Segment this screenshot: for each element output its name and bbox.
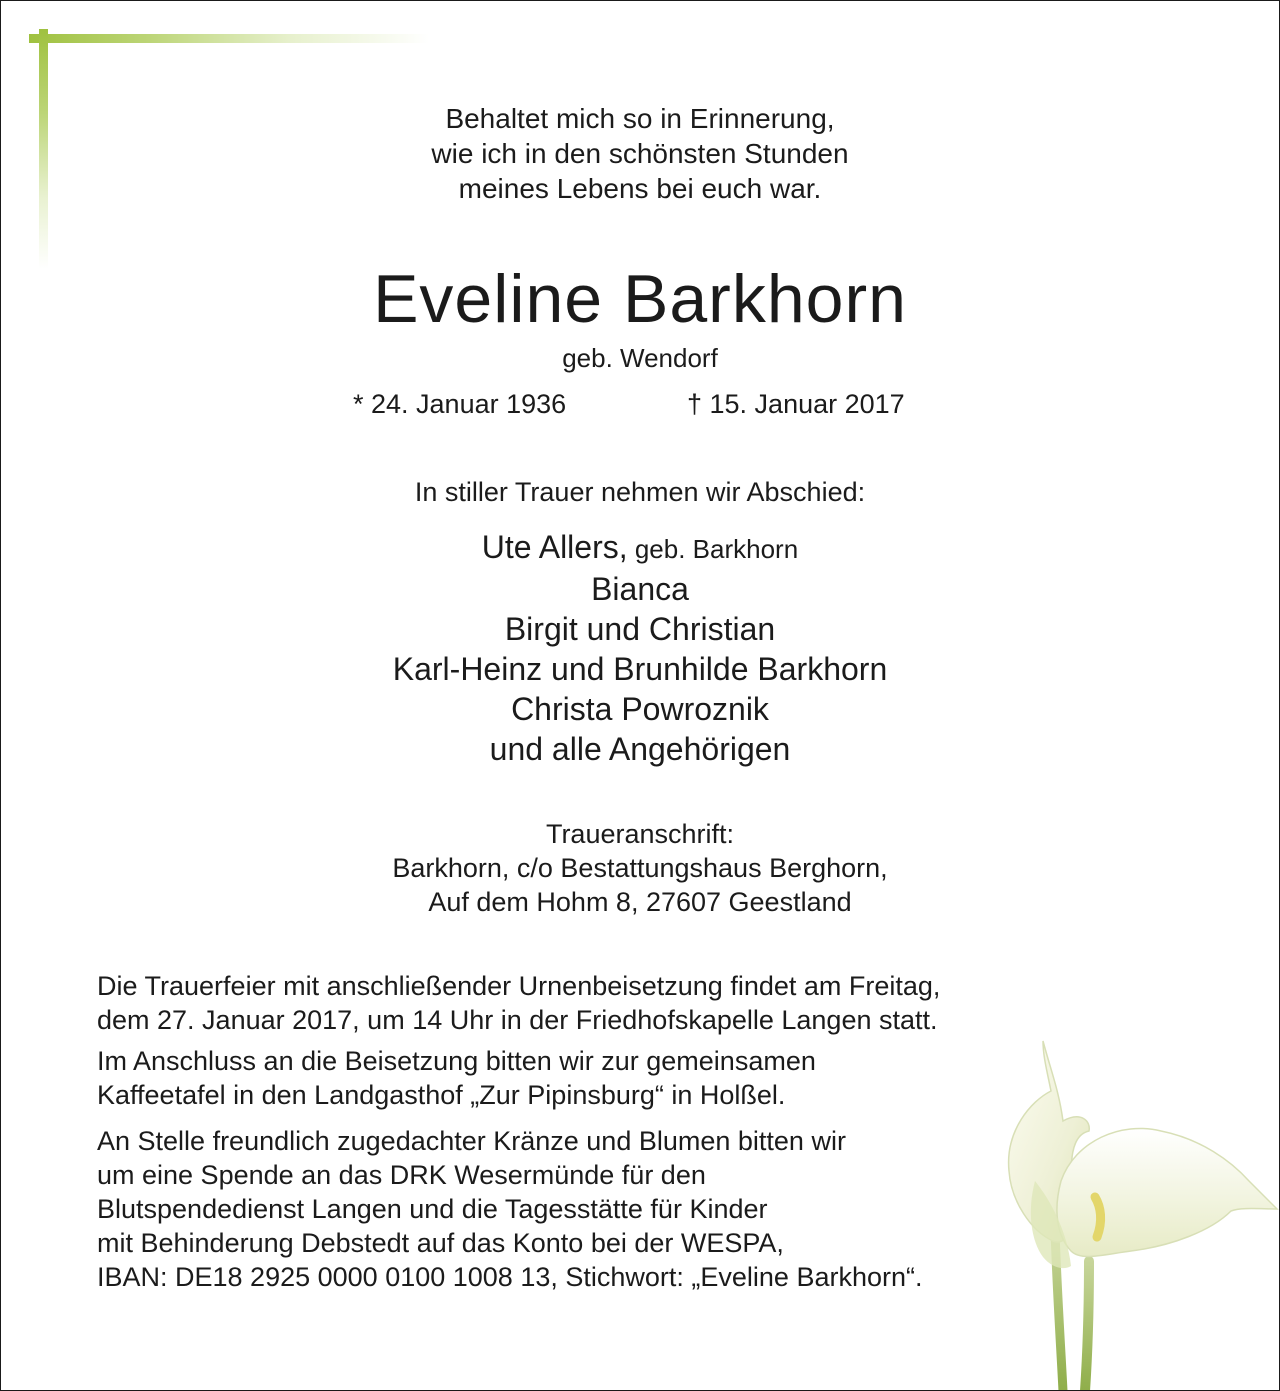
donation-info-paragraph	[97, 1124, 1117, 1294]
mourner-line: Bianca	[591, 571, 689, 607]
quote-line: meines Lebens bei euch war.	[458, 173, 822, 204]
paragraph-line: mit Behinderung Debstedt auf das Konto bei der WESPA,	[97, 1228, 784, 1258]
paragraph-line: um eine Spende an das DRK Wesermünde für den	[97, 1160, 706, 1190]
mourner-line: Karl-Heinz und Brunhilde Barkhorn	[392, 651, 888, 687]
mourner-line: Christa Powroznik	[511, 691, 769, 727]
address-line: Auf dem Hohm 8, 27607 Geestland	[428, 887, 852, 917]
mourner-line: und alle Angehörigen	[489, 731, 791, 767]
funeral-info-paragraph	[97, 969, 1117, 1037]
paragraph-line: dem 27. Januar 2017, um 14 Uhr in der Friedhofskapelle Langen statt.	[97, 1005, 938, 1035]
mourner-line: Birgit und Christian	[504, 611, 776, 647]
quote-line: Behaltet mich so in Erinnerung,	[445, 103, 835, 134]
deceased-name: Eveline Barkhorn	[373, 261, 907, 337]
paragraph-line: Blutspendedienst Langen und die Tagesstätte für Kinder	[97, 1194, 768, 1224]
paragraph-line: Im Anschluss an die Beisetzung bitten wir zur gemeinsamen	[97, 1046, 816, 1076]
mourning-intro: In stiller Trauer nehmen wir Abschied:	[414, 477, 866, 507]
mourner-born-name: geb. Barkhorn	[627, 534, 799, 564]
mourning-address	[1, 817, 1279, 919]
memorial-quote	[1, 101, 1279, 206]
paragraph-line: Kaffeetafel in den Landgasthof „Zur Pipinsburg“ in Holßel.	[97, 1080, 786, 1110]
mourner-line	[1, 527, 1279, 569]
quote-line: wie ich in den schönsten Stunden	[431, 138, 849, 169]
reception-info-paragraph	[97, 1044, 1117, 1112]
death-date: † 15. Januar 2017	[687, 389, 905, 419]
calla-lily-icon	[991, 1031, 1279, 1391]
address-line: Barkhorn, c/o Bestattungshaus Berghorn,	[392, 853, 888, 883]
mourner-name: Ute Allers,	[481, 529, 628, 565]
paragraph-line: Die Trauerfeier mit anschließender Urnenbeisetzung findet am Freitag,	[97, 971, 941, 1001]
paragraph-line: An Stelle freundlich zugedachter Kränze und Blumen bitten wir	[97, 1126, 846, 1156]
paragraph-line: IBAN: DE18 2925 0000 0100 1008 13, Stichwort: „Eveline Barkhorn“.	[97, 1262, 923, 1292]
address-label: Traueranschrift:	[545, 819, 735, 849]
birth-name: geb. Wendorf	[562, 343, 718, 373]
birth-date: * 24. Januar 1936	[353, 389, 567, 419]
corner-ornament-horizontal	[29, 34, 429, 43]
mourners-list	[1, 527, 1279, 769]
